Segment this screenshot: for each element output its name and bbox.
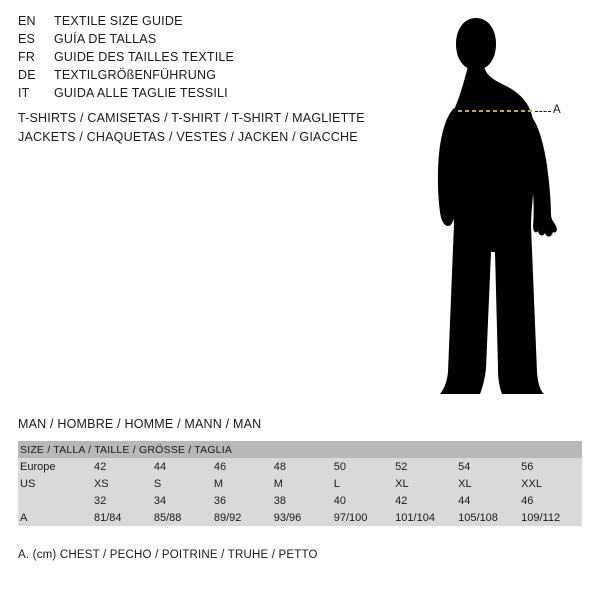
table-title-man: MAN / HOMBRE / HOMME / MANN / MAN (18, 417, 262, 431)
language-title: TEXTILE SIZE GUIDE (54, 14, 183, 28)
language-title: TEXTILGRÖßENFÜHRUNG (54, 68, 217, 82)
table-cell: 32 (92, 492, 152, 509)
table-cell: 44 (152, 458, 212, 475)
language-code: IT (18, 86, 30, 100)
language-row (18, 86, 378, 104)
table-cell: S (152, 475, 212, 492)
language-code: FR (18, 50, 36, 64)
table-cell: 54 (456, 458, 519, 475)
table-cell: XL (456, 475, 519, 492)
row-label-a: A (18, 509, 92, 526)
language-row (18, 50, 378, 68)
table-cell: 36 (212, 492, 272, 509)
table-header-label: SIZE / TALLA / TAILLE / GRÖSSE / TAGLIA (18, 441, 582, 458)
table-cell: M (212, 475, 272, 492)
row-label-europe: Europe (18, 458, 92, 475)
table-row (18, 475, 582, 492)
table-cell: 56 (519, 458, 582, 475)
table-header-row (18, 441, 582, 458)
table-cell: XL (393, 475, 456, 492)
table-cell: 89/92 (212, 509, 272, 526)
language-code: DE (18, 68, 36, 82)
table-cell: 93/96 (272, 509, 332, 526)
male-silhouette-figure (398, 12, 594, 402)
category-list (18, 111, 438, 149)
category-jackets: JACKETS / CHAQUETAS / VESTES / JACKEN / GIACCHE (18, 130, 358, 144)
language-title: GUIDE DES TAILLES TEXTILE (54, 50, 235, 64)
table-row (18, 509, 582, 526)
language-row (18, 68, 378, 86)
table-cell: 85/88 (152, 509, 212, 526)
table-cell: 40 (332, 492, 393, 509)
language-list (18, 14, 378, 104)
table-cell: XXL (519, 475, 582, 492)
table-cell: 46 (212, 458, 272, 475)
table-row (18, 492, 582, 509)
measure-leader-line (535, 111, 551, 112)
table-cell: XS (92, 475, 152, 492)
measure-label-a: A (553, 104, 562, 116)
table-cell: 42 (393, 492, 456, 509)
table-row (18, 458, 582, 475)
table-cell: 52 (393, 458, 456, 475)
table-cell: M (272, 475, 332, 492)
language-code: ES (18, 32, 36, 46)
table-cell: 38 (272, 492, 332, 509)
footnote-chest-measure: A. (cm) CHEST / PECHO / POITRINE / TRUHE / PETTO (18, 549, 318, 561)
table-cell: 48 (272, 458, 332, 475)
language-title: GUIDA ALLE TAGLIE TESSILI (54, 86, 228, 100)
row-label-blank (18, 492, 92, 509)
table-cell: 105/108 (456, 509, 519, 526)
language-row (18, 14, 378, 32)
language-title: GUÍA DE TALLAS (54, 32, 157, 46)
table-cell: 97/100 (332, 509, 393, 526)
row-label-us: US (18, 475, 92, 492)
table-cell: L (332, 475, 393, 492)
table-cell: 101/104 (393, 509, 456, 526)
language-row (18, 32, 378, 50)
table-cell: 50 (332, 458, 393, 475)
table-cell: 109/112 (519, 509, 582, 526)
table-cell: 42 (92, 458, 152, 475)
language-code: EN (18, 14, 36, 28)
table-cell: 81/84 (92, 509, 152, 526)
size-table (18, 441, 582, 526)
table-cell: 44 (456, 492, 519, 509)
table-cell: 46 (519, 492, 582, 509)
table-cell: 34 (152, 492, 212, 509)
category-tshirts: T-SHIRTS / CAMISETAS / T-SHIRT / T-SHIRT / MAGLIETTE (18, 111, 365, 125)
